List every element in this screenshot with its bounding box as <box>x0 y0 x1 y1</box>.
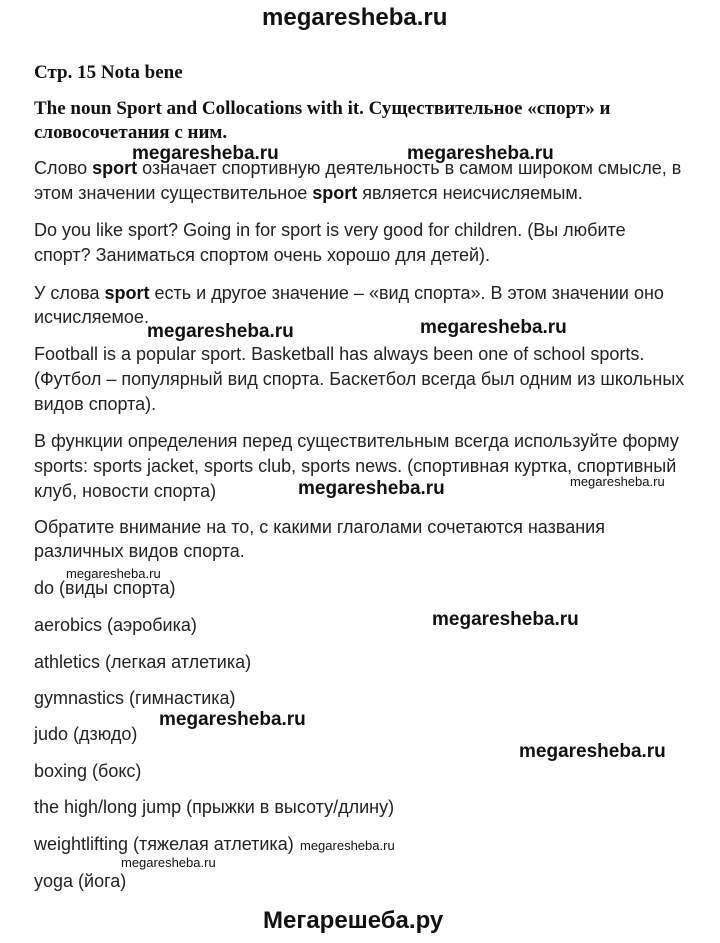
watermark: megaresheba.ru <box>147 321 294 342</box>
watermark: megaresheba.ru <box>432 609 579 630</box>
watermark: megaresheba.ru <box>519 741 666 762</box>
list-item: boxing (бокс) <box>34 761 142 781</box>
paragraph-4-line2: (Футбол – популярный вид спорта. Баскетбол всегда был одним из школьных <box>34 369 685 389</box>
paragraph-5-line3: клуб, новости спорта) <box>34 481 217 501</box>
watermark: megaresheba.ru <box>121 855 216 870</box>
paragraph-5-line1: В функции определения перед существительным всегда используйте форму <box>34 431 679 451</box>
paragraph-4-line1: Football is a popular sport. Basketball has always been one of school sports. <box>34 344 645 364</box>
paragraph-5-line2: sports: sports jacket, sports club, sports news. (спортивная куртка, спортивный <box>34 456 677 476</box>
watermark: megaresheba.ru <box>66 566 161 581</box>
paragraph-3-line1: У слова sport есть и другое значение – «вид спорта». В этом значении оно <box>34 283 664 303</box>
paragraph-2-line2: спорт? Заниматься спортом очень хорошо для детей). <box>34 245 491 265</box>
section-title-line2: словосочетания с ним. <box>34 122 228 143</box>
list-item: yoga (йога) <box>34 871 127 891</box>
watermark: megaresheba.ru <box>159 709 306 730</box>
page-title: Стр. 15 Nota bene <box>34 62 183 83</box>
paragraph-6-line1: Обратите внимание на то, с какими глаголами сочетаются названия <box>34 517 605 537</box>
paragraph-1-line2: этом значении существительное sport является неисчисляемым. <box>34 183 583 203</box>
list-item: aerobics (аэробика) <box>34 615 197 635</box>
watermark: megaresheba.ru <box>570 474 665 489</box>
paragraph-3-line2: исчисляемое. <box>34 307 149 327</box>
watermark: megaresheba.ru <box>300 838 395 853</box>
paragraph-1-line1: Слово sport означает спортивную деятельность в самом широком смысле, в <box>34 158 682 178</box>
watermark: megaresheba.ru <box>132 143 279 164</box>
watermark: megaresheba.ru <box>298 478 445 499</box>
watermark: megaresheba.ru <box>407 143 554 164</box>
watermark: megaresheba.ru <box>420 317 567 338</box>
paragraph-6-line2: различных видов спорта. <box>34 541 245 561</box>
list-item: do (виды спорта) <box>34 578 176 598</box>
paragraph-4-line3: видов спорта). <box>34 394 157 414</box>
section-title-line1: The noun Sport and Collocations with it. Существительное «спорт» и <box>34 98 611 119</box>
list-item: athletics (легкая атлетика) <box>34 652 252 672</box>
list-item: the high/long jump (прыжки в высоту/длину) <box>34 797 395 817</box>
site-footer: Мегарешеба.ру <box>263 907 444 934</box>
paragraph-2-line1: Do you like sport? Going in for sport is very good for children. (Вы любите <box>34 220 626 240</box>
list-item: gymnastics (гимнастика) <box>34 688 236 708</box>
list-item: judo (дзюдо) <box>34 724 138 744</box>
site-header: megaresheba.ru <box>262 4 448 31</box>
list-item: weightlifting (тяжелая атлетика) <box>34 834 294 854</box>
